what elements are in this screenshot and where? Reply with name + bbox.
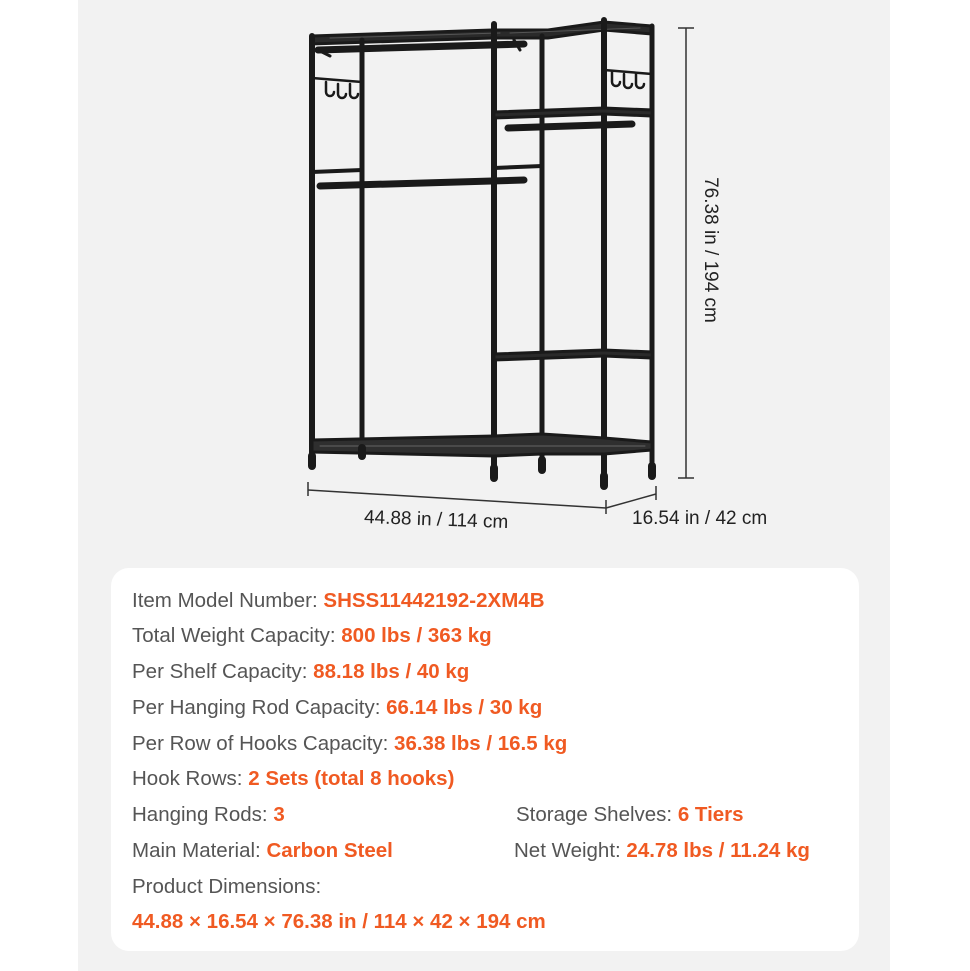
right-upper-shelf	[494, 108, 652, 118]
spec-hook-rows	[132, 766, 454, 792]
spec-label: Total Weight Capacity:	[132, 624, 342, 647]
spec-label: Per Shelf Capacity:	[132, 660, 314, 683]
width-dimension-label: 44.88 in / 114 cm	[363, 507, 509, 534]
spec-value: 66.14 lbs / 30 kg	[386, 696, 543, 719]
spec-value: Carbon Steel	[266, 839, 393, 862]
depth-dimension-line	[606, 494, 656, 508]
spec-value: 800 lbs / 363 kg	[341, 624, 492, 647]
spec-product-dimensions-label	[132, 874, 321, 900]
spec-value: 24.78 lbs / 11.24 kg	[626, 839, 810, 862]
spec-per-rod	[132, 695, 542, 721]
hanging-rod-right	[508, 124, 632, 128]
mid-bracket-right	[494, 166, 542, 168]
spec-storage-shelves	[516, 802, 744, 828]
height-dimension-label: 76.38 in / 194 cm	[700, 177, 721, 323]
spec-label: Hook Rows:	[132, 767, 249, 790]
spec-value: 3	[273, 803, 285, 826]
mid-bracket-left	[312, 170, 362, 172]
spec-model-number	[132, 588, 545, 614]
spec-value: 36.38 lbs / 16.5 kg	[394, 732, 568, 755]
spec-label: Per Row of Hooks Capacity:	[132, 732, 395, 755]
spec-label: Product Dimensions:	[132, 875, 322, 898]
spec-total-weight	[132, 623, 492, 649]
spec-label: Hanging Rods:	[132, 803, 274, 826]
hooks-right	[604, 70, 652, 88]
width-dimension-line	[308, 490, 606, 508]
hooks-left	[312, 78, 362, 98]
spec-label: Per Hanging Rod Capacity:	[132, 696, 387, 719]
spec-net-weight	[514, 838, 810, 864]
spec-value: 88.18 lbs / 40 kg	[313, 660, 470, 683]
right-lower-shelf	[494, 350, 652, 360]
spec-value: 2 Sets (total 8 hooks)	[248, 767, 455, 790]
spec-label: Net Weight:	[514, 839, 627, 862]
spec-label: Storage Shelves:	[516, 803, 678, 826]
depth-dimension-label: 16.54 in / 42 cm	[632, 508, 768, 529]
spec-product-dimensions-value	[132, 909, 546, 935]
spec-per-shelf	[132, 659, 469, 685]
spec-value: SHSS11442192-2XM4B	[323, 589, 545, 612]
spec-hanging-rods	[132, 802, 285, 828]
spec-value: 6 Tiers	[677, 803, 744, 826]
spec-value: 44.88 × 16.54 × 76.38 in / 114 × 42 × 194 cm	[132, 910, 546, 933]
spec-main-material	[132, 838, 393, 864]
spec-label: Item Model Number:	[132, 589, 324, 612]
spec-label: Main Material:	[132, 839, 267, 862]
spec-per-hook-row	[132, 731, 567, 757]
